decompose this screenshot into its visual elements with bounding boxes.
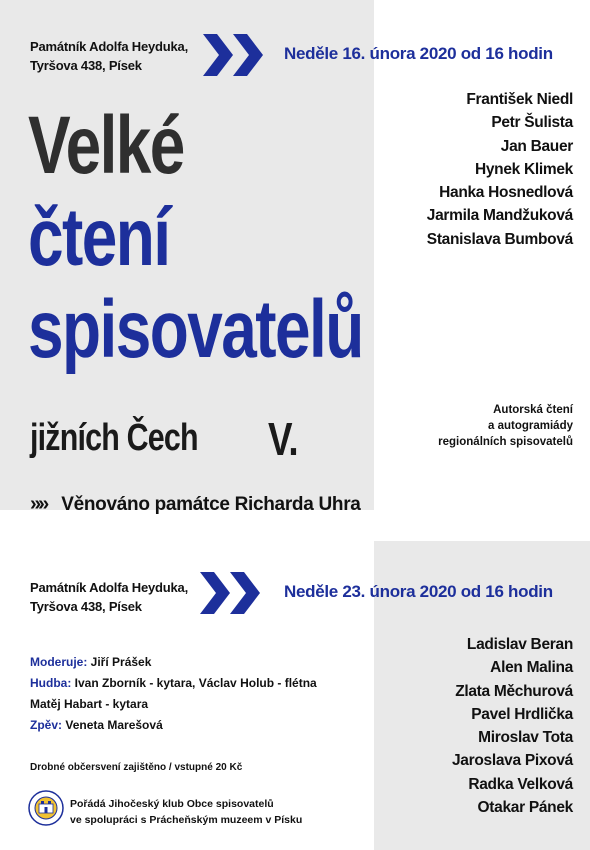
author-name: Radka Velková xyxy=(468,775,573,793)
top-names-list xyxy=(427,88,573,251)
refreshments-note: Drobné občersvení zajištěno / vstupné 20 Kč xyxy=(30,762,243,773)
dedication xyxy=(30,493,361,516)
hudba-value: Ivan Zborník - kytara, Václav Holub - flétna xyxy=(71,676,317,690)
author-name: Hanka Hosnedlová xyxy=(439,184,573,202)
title-line-velke: Velké xyxy=(28,100,184,191)
top-venue-line2: Tyršova 438, Písek xyxy=(30,58,142,73)
author-name: Otakar Pánek xyxy=(477,799,573,817)
author-name: Miroslav Tota xyxy=(478,729,573,747)
moderuje-label: Moderuje: xyxy=(30,655,88,669)
note-line1: Autorská čtení xyxy=(493,404,573,416)
author-name: Pavel Hrdlička xyxy=(471,705,573,723)
bottom-date: Neděle 23. února 2020 od 16 hodin xyxy=(284,582,553,601)
author-name: Jaroslava Pixová xyxy=(451,752,573,770)
top-venue xyxy=(30,37,188,75)
author-name: Zlata Měchurová xyxy=(455,682,573,700)
organizer-line1: Pořádá Jihočeský klub Obce spisovatelů xyxy=(70,798,274,810)
credit-moderator xyxy=(30,652,317,673)
author-name: Hynek Klimek xyxy=(474,160,573,178)
arrows-icon: »» xyxy=(30,493,47,515)
moderuje-value: Jiří Prášek xyxy=(87,655,152,669)
top-date: Neděle 16. února 2020 od 16 hodin xyxy=(284,44,553,63)
credit-vocals xyxy=(30,715,317,736)
note-line2: a autogramiády xyxy=(488,420,573,432)
author-name: Petr Šulista xyxy=(491,114,573,132)
title-line-cteni: čtení xyxy=(28,192,170,283)
double-chevron-icon xyxy=(203,34,265,76)
top-venue-line1: Památník Adolfa Heyduka, xyxy=(30,39,188,54)
credit-music-2: Matěj Habart - kytara xyxy=(30,697,149,711)
credit-music xyxy=(30,673,317,694)
title-line-spisovatelu: spisovatelů xyxy=(28,284,363,375)
note-line3: regionálních spisovatelů xyxy=(438,436,573,448)
author-name: Alen Malina xyxy=(490,659,573,677)
bottom-venue-line1: Památník Adolfa Heyduka, xyxy=(30,580,188,595)
zpev-label: Zpěv: xyxy=(30,718,63,732)
bottom-venue-line2: Tyršova 438, Písek xyxy=(30,599,142,614)
museum-seal-logo xyxy=(28,790,64,826)
organizer xyxy=(70,796,302,828)
author-name: František Niedl xyxy=(466,91,573,108)
dedication-text: Věnováno památce Richarda Uhra xyxy=(61,494,361,515)
zpev-value: Veneta Marešová xyxy=(62,718,163,732)
credits xyxy=(30,652,317,736)
bottom-names-list xyxy=(452,633,573,819)
author-name: Ladislav Beran xyxy=(466,636,573,653)
hudba-label: Hudba: xyxy=(30,676,72,690)
double-chevron-icon xyxy=(200,572,262,614)
title-line-jiznich-cech: jižních Čech xyxy=(30,417,198,459)
author-name: Jan Bauer xyxy=(500,137,573,155)
organizer-line2: ve spolupráci s Prácheňským muzeem v Písku xyxy=(70,814,303,826)
bottom-venue xyxy=(30,578,188,616)
author-name: Stanislava Bumbová xyxy=(426,230,573,248)
readings-note xyxy=(438,402,573,450)
author-name: Jarmila Mandžuková xyxy=(426,207,573,225)
edition-number: V. xyxy=(268,413,298,465)
